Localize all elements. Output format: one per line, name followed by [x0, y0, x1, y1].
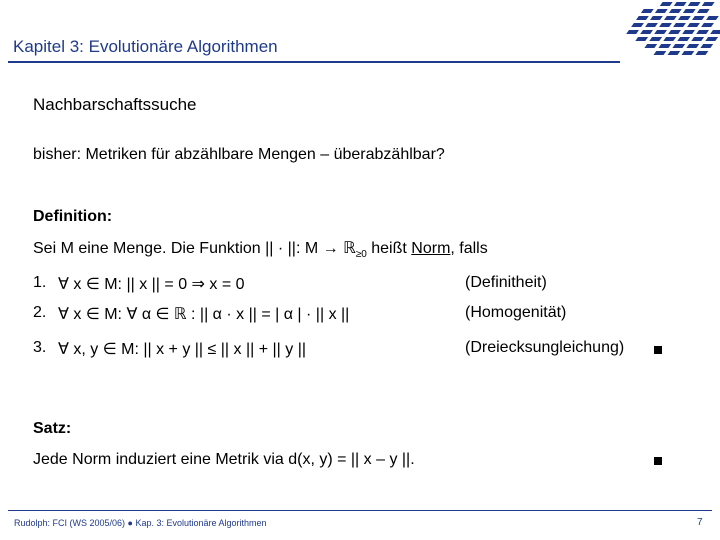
- definition-end-marker: [654, 346, 662, 354]
- theorem-end-marker: [654, 457, 662, 465]
- definition-text: [33, 238, 488, 260]
- item-2-number: 2.: [33, 304, 47, 321]
- item-1-number: 1.: [33, 274, 47, 291]
- definition-mid: heißt: [366, 240, 412, 257]
- definition-label: Definition:: [33, 208, 113, 225]
- header-divider: [8, 61, 620, 63]
- definition-term: Norm: [411, 240, 451, 257]
- item-3-formula: ∀ x, y ∈ M: || x + y || ≤ || x || + || y ||: [58, 341, 307, 358]
- theorem-text: Jede Norm induziert eine Metrik via d(x, y) = || x – y ||.: [33, 451, 415, 468]
- definition-post: , falls: [450, 240, 488, 257]
- theorem-label: Satz:: [33, 420, 72, 437]
- header-title: Kapitel 3: Evolutionäre Algorithmen: [13, 37, 278, 56]
- definition-subscript: ≥0: [355, 249, 367, 261]
- definition-pre: Sei M eine Menge. Die Funktion || · ||: M → ℝ: [33, 240, 356, 257]
- section-title: Nachbarschaftssuche: [33, 95, 197, 114]
- university-logo: [612, 0, 720, 62]
- page-number: 7: [697, 517, 703, 528]
- item-2-formula: ∀ x ∈ M: ∀ α ∈ ℝ : || α · x || = | α | · || x ||: [58, 306, 350, 323]
- item-3-number: 3.: [33, 339, 47, 356]
- item-2-name: (Homogenität): [465, 304, 567, 321]
- item-1-formula: ∀ x ∈ M: || x || = 0 ⇒ x = 0: [58, 276, 245, 293]
- item-3-name: (Dreiecksungleichung): [465, 339, 625, 356]
- footer-text: Rudolph: FCI (WS 2005/06) ● Kap. 3: Evolutionäre Algorithmen: [14, 518, 267, 528]
- footer-divider: [8, 510, 712, 511]
- item-1-name: (Definitheit): [465, 274, 547, 291]
- intro-text: bisher: Metriken für abzählbare Mengen – überabzählbar?: [33, 146, 445, 163]
- slide-header: [0, 0, 720, 62]
